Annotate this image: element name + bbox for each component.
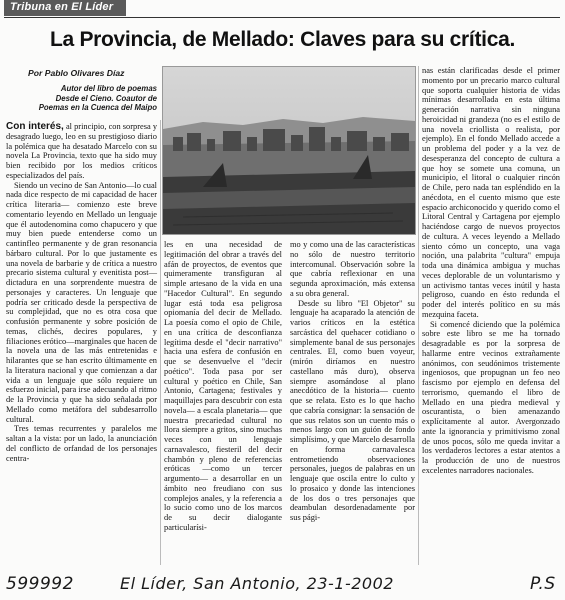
lead-in: Con interés, — [6, 121, 64, 132]
handwritten-source-note: El Líder, San Antonio, 23-1-2002 — [120, 574, 394, 593]
handwritten-clip-id: 599992 — [6, 574, 74, 594]
top-rule — [4, 17, 560, 18]
article-paragraph: Desde su libro "El Objetor" su lenguaje ha acaparado la atención de varios críticos en la estética sarcástica del quehacer cotidiano o simplemente banal de sus personajes centrales. El, como buen voyeur, (mirón diríamos en nuestro castellano más duro), observa siempre asomándose al plano anecdótico de la historia— cuento que se relata. Esto es lo que hacho que cabría consignar: la sensación de que sus relatos son un cuento más o menos largo con un guión de fondo simplísimo, y que Marcelo desarrolla en forma carnavalesca entrometiendo observaciones personales, juegos de palabras en un lenguaje que oscila entre lo culto y lo prosaico y donde las intenciones de los dos o tres personajes que deambulan desordenadamente por sus pági- — [290, 298, 415, 522]
article-headline: La Provincia, de Mellado: Claves para su crítica. — [50, 28, 515, 51]
section-kicker — [4, 0, 126, 16]
column-divider — [160, 120, 161, 565]
article-photo — [162, 66, 416, 235]
article-paragraph: Siendo un vecino de San Antonio—lo cual nada dice respecto de mi capacidad de hacer crítica literaria— comienzo este breve comentario leyendo en Mellado un lenguaje que él autodenomina como chapucero y que muy bien puede entenderse como un cantinfleo permanente y de gran resonancia bárbaro cultural. Por lo que justamente es una novela de barbarie y de crítica a nuestro precario sistema cultural y evenitista post—dictadura en una sorprendente muestra de personajes y caracteres. Un lenguaje que podría ser criticado desde la perspectiva de su complejidad, que no es otra cosa que confusión permanente y sobre posición de temas, clichés, decires populares, y filiaciones erótico—marginales que hacen de la novela una de las más entretenidas e hilarantes que se han escrito últimamente en la literatura nacional y que comienzan a dar vida a un lenguaje que sólo requiere un esfuerzo inicial, para irse adecuando al ritmo de la Provincia y que ha sido señalada por Mellado como metáfora del subdesarrollo cultural. — [6, 180, 157, 424]
article-paragraph: nas están clarificadas desde el primer momento por un precario marco cultural que soporta cualquier historia de vidas mínimas desarrollada en esta última generación narrativa sin ninguna heroicidad ni grandeza (no es el estilo de una novela criollista o realista, por ejemplo). En el fondo Mellado accede a un problema del poder y a la vez de desesperanza del concepto de cultura a que hoy se somete una comuna, un municipio, el litoral o cualquier rincón de Chile, pero nada tan espléndido en la anécdota, en el cuento mismo que este espacio archiconocido y querido como el Litoral Central y Cartagena por ejemplo haciéndose cargo de nuevos proyectos de cultura. A veces leyendo a Mellado siento cómo un concepto, una vaga noción, una palabrita "cultura" empuja toda una dinámica ambigua y muchas veces deplorable de un voluntarismo y un activismo tantas veces inútil y hasta peligroso, cuando en ésto redunda el poder del interés político en su más mezquina faceta. — [422, 66, 560, 319]
article-paragraph: Si comencé diciendo que la polémica sobre este libro se me ha tornado desagradable es por la sorpresa de hallarme entre vecinos extrañamente anónimos, con seudónimos tristemente ingeniosos, que propugnan un feo neo fascismo por ejemplo en defensa del terrorismo, quemando el libro de Mellado en una piedra medieval y oscurantista, o bien amenazando explícitamente al autor. Avergonzado ante la ignorancia y primitivismo zonal de unos pocos, sólo me queda invitar a los verdaderos lectores a estar atentos a la producción de uno de nuestros excelentes narradores nacionales. — [422, 319, 560, 475]
author-note-line: Poemas en la Cuenca del Maipo — [38, 103, 157, 113]
paragraph-text: al principio, con sorpresa y desagrado luego, leo en su prestigioso diario la polémica que ha desatado Marcelo con su novela La Provincia, texto que ha sido muy bien recibido por los medios críticos especializados del país. — [6, 122, 158, 180]
section-kicker-label: Tribuna en El Líder — [10, 1, 114, 13]
column-divider — [418, 66, 419, 565]
article-paragraph: mo y como una de las características no sólo de nuestro territorio intercomunal. Observación sobre la que cabría reflexionar en una segunda aproximación, más extensa a su obra general. — [290, 240, 415, 298]
article-column-1 — [6, 122, 157, 463]
article-paragraph — [6, 122, 157, 181]
article-paragraph: Tres temas recurrentes y paralelos me saltan a la vista: por un lado, la anunciación del conflicto de orfandad de los personajes centra- — [6, 424, 157, 463]
author-note-line: Desde el Cieno. Coautor de — [55, 93, 157, 103]
author-note — [6, 84, 157, 113]
author-note-line: Autor del libro de poemas — [60, 84, 157, 93]
port-photo-image — [163, 67, 415, 234]
article-paragraph: les en una necesidad de legitimación del obrar a través del afán de proyectos, de eventos que quimeramente transfiguran al simple artesano de la vida en una "Hacedor Cultural". En segundo lugar está toda esa peligrosa opiomanía del decir de Mellado. La poesía como el opio de Chile, en una crítica de desconfianza legítima desde el "decir narrativo" hacia una esfera de confusión en que se desenvuelve el "decir poético". Toda pasa por ser cultural y poético en Chile, San Antonio, Cartagena; festivales y maquillajes para descubrir con esta novela— a escala planetaria— que nuestra precariedad cultural no llora siempre a gritos, sino muchas veces con un lenguaje carnavalesco, fiesteril del decir chambón y pleno de referencias eróticas —como un tercer argumento— a desarrollar en un ámbito neo freudiano con sus complejos anales, y la referencia a lo sucio como uno de los marcos de su decir dialogante particularísi- — [164, 240, 282, 532]
article-byline: Por Pablo Olivares Díaz — [28, 68, 125, 78]
article-column-4 — [422, 66, 560, 476]
handwritten-initials: P.S — [530, 574, 556, 594]
article-column-2 — [164, 240, 282, 533]
article-column-3 — [290, 240, 415, 523]
